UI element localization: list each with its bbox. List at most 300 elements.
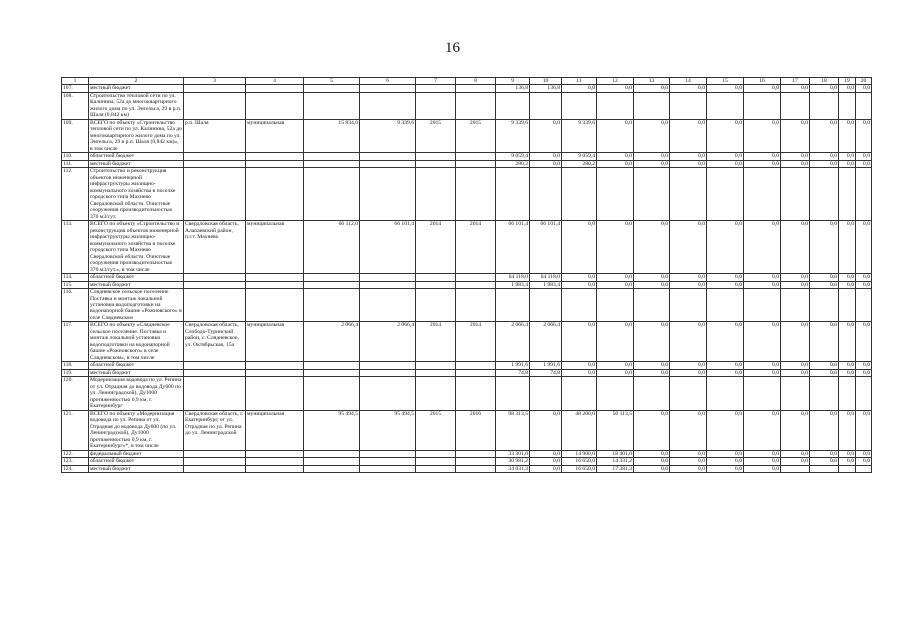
table-cell — [530, 289, 562, 322]
table-cell — [456, 289, 496, 322]
table-cell — [856, 92, 872, 119]
table-cell: 0,0 — [781, 221, 810, 274]
table-cell: 136,8 — [530, 85, 562, 92]
table-cell: муниципальная — [246, 322, 304, 362]
table-cell — [246, 92, 304, 119]
table-cell — [456, 160, 496, 167]
table-cell: 0,0 — [781, 322, 810, 362]
table-cell: 0,0 — [781, 153, 810, 160]
row-description: областной бюджет — [89, 153, 184, 160]
table-cell — [634, 92, 670, 119]
table-cell — [416, 377, 456, 410]
table-cell: 0,0 — [634, 281, 670, 288]
header-cell: 13 — [634, 78, 670, 85]
table-cell: 0,0 — [744, 450, 781, 457]
row-description: Строительство тепловой сети по ул. Калинина, 52а до многоквартирного жилого дома по ул. Энгельса, 29 в р.п. Шаля (0,842 км) — [89, 92, 184, 119]
table-cell — [184, 377, 246, 410]
table-row — [62, 160, 872, 167]
table-cell: 30 981,2 — [496, 458, 530, 465]
table-cell — [360, 362, 416, 369]
table-row — [62, 85, 872, 92]
table-cell: 0,0 — [707, 281, 744, 288]
table-cell: 0,0 — [856, 369, 872, 376]
row-number: 124. — [62, 465, 89, 472]
row-number: 109. — [62, 119, 89, 152]
table-cell — [360, 450, 416, 457]
table-cell: 0,0 — [634, 410, 670, 450]
table-cell — [246, 458, 304, 465]
table-cell — [360, 85, 416, 92]
table-cell: 0,0 — [839, 322, 856, 362]
table-cell: 0,0 — [562, 322, 597, 362]
table-cell — [456, 85, 496, 92]
table-cell — [360, 369, 416, 376]
table-cell — [184, 362, 246, 369]
table-cell — [416, 281, 456, 288]
table-row — [62, 221, 872, 274]
table-cell — [670, 92, 707, 119]
table-cell — [597, 289, 634, 322]
table-cell — [456, 362, 496, 369]
table-cell — [839, 377, 856, 410]
row-number: 115. — [62, 281, 89, 288]
table-cell — [246, 377, 304, 410]
table-cell: 0,0 — [744, 458, 781, 465]
header-cell: 2 — [89, 78, 184, 85]
header-cell: 11 — [562, 78, 597, 85]
table-cell — [184, 160, 246, 167]
table-cell: р.п. Шаля — [184, 119, 246, 152]
table-cell: 74,8 — [496, 369, 530, 376]
table-row — [62, 289, 872, 322]
table-cell: 95 494,5 — [360, 410, 416, 450]
table-cell — [597, 92, 634, 119]
table-cell: 0,0 — [634, 369, 670, 376]
header-cell: 6 — [360, 78, 416, 85]
table-cell — [184, 450, 246, 457]
table-cell: 0,0 — [744, 119, 781, 152]
table-cell — [670, 168, 707, 221]
table-cell — [810, 168, 839, 221]
header-cell: 18 — [810, 78, 839, 85]
table-cell: 0,0 — [744, 221, 781, 274]
table-cell — [304, 289, 360, 322]
table-cell: 2 066,4 — [496, 322, 530, 362]
table-cell: 0,0 — [597, 85, 634, 92]
table-cell: 0,0 — [707, 362, 744, 369]
table-cell — [246, 85, 304, 92]
table-cell: 66 112,0 — [304, 221, 360, 274]
table-cell: 1 991,6 — [530, 362, 562, 369]
table-cell: 0,0 — [856, 322, 872, 362]
table-cell: 0,0 — [670, 410, 707, 450]
table-cell — [781, 289, 810, 322]
table-row — [62, 153, 872, 160]
table-cell: 0,0 — [670, 85, 707, 92]
table-cell: 2015 — [456, 119, 496, 152]
table-cell — [360, 92, 416, 119]
table-cell: 33 301,0 — [496, 450, 530, 457]
table-cell — [416, 168, 456, 221]
table-cell: 0,0 — [562, 369, 597, 376]
table-cell: 0,0 — [839, 153, 856, 160]
table-cell: 0,0 — [670, 221, 707, 274]
table-cell: 2014 — [456, 221, 496, 274]
table-cell: 0,0 — [856, 450, 872, 457]
table-cell: 0,0 — [707, 458, 744, 465]
table-cell — [304, 465, 360, 472]
table-row — [62, 322, 872, 362]
table-cell: 0,0 — [597, 281, 634, 288]
row-description: местный бюджет — [89, 281, 184, 288]
table-cell — [810, 377, 839, 410]
table-cell: 66 101,4 — [360, 221, 416, 274]
table-cell: 0,0 — [856, 153, 872, 160]
table-cell — [184, 85, 246, 92]
table-cell: 0,0 — [781, 369, 810, 376]
table-cell: 0,0 — [744, 160, 781, 167]
table-cell — [360, 281, 416, 288]
table-cell — [360, 465, 416, 472]
table-cell — [246, 281, 304, 288]
table-cell: 15 834,0 — [304, 119, 360, 152]
table-cell: 0,0 — [670, 274, 707, 281]
header-row — [62, 78, 872, 85]
table-cell: 14 900,0 — [562, 450, 597, 457]
table-cell: 0,0 — [810, 160, 839, 167]
table-cell — [781, 377, 810, 410]
row-number: 112. — [62, 168, 89, 221]
table-cell — [304, 458, 360, 465]
table-cell: муниципальная — [246, 119, 304, 152]
row-description: местный бюджет — [89, 465, 184, 472]
table-cell — [246, 369, 304, 376]
table-cell: 0,0 — [781, 410, 810, 450]
table-cell: 0,0 — [530, 119, 562, 152]
table-cell — [304, 274, 360, 281]
table-cell: 0,0 — [670, 281, 707, 288]
table-cell: Свердловская область, Слободо-Туринский район, с. Слядневское, ул. Октябрьская, 15а — [184, 322, 246, 362]
table-cell — [707, 289, 744, 322]
table-cell: 2 066,4 — [530, 322, 562, 362]
table-cell: 0,0 — [597, 362, 634, 369]
table-cell — [597, 168, 634, 221]
table-cell: 0,0 — [597, 119, 634, 152]
table-cell: 0,0 — [856, 274, 872, 281]
table-cell: 0,0 — [530, 450, 562, 457]
table-cell: 1 991,6 — [496, 362, 530, 369]
table-cell: 17 381,3 — [597, 465, 634, 472]
table-cell: 0,0 — [839, 369, 856, 376]
table-cell: муниципальная — [246, 221, 304, 274]
table-cell: 0,0 — [810, 85, 839, 92]
header-cell: 1 — [62, 78, 89, 85]
table-cell: 0,0 — [856, 458, 872, 465]
table-cell — [184, 274, 246, 281]
table-cell — [810, 465, 839, 472]
table-cell: 0,0 — [781, 450, 810, 457]
row-description: ВСЕГО по объекту «Строительство и реконструкция объектов инженерной инфраструктуры жилищно-коммунального хозяйства в поселке городского типа Махнево Свердловской области. Очистные сооружения производительностью 370 м3/сут.», в том числе — [89, 221, 184, 274]
table-cell — [707, 92, 744, 119]
table-cell: 66 101,4 — [530, 221, 562, 274]
table-cell — [304, 281, 360, 288]
table-cell: 0,0 — [781, 281, 810, 288]
row-number: 107. — [62, 85, 89, 92]
row-description: ВСЕГО по объекту «Строительство тепловой сети по ул. Калинина, 52а до многоквартирного жилого дома по ул. Энгельса, 29 в р.п. Шаля (0,842 км)», в том числе — [90, 119, 182, 152]
table-cell: 0,0 — [839, 85, 856, 92]
table-cell: 0,0 — [839, 160, 856, 167]
header-cell: 3 — [184, 78, 246, 85]
row-number: 117. — [62, 322, 89, 362]
table-cell — [670, 377, 707, 410]
row-number: 111. — [62, 160, 89, 167]
table-cell — [184, 92, 246, 119]
table-cell: 0,0 — [634, 274, 670, 281]
table-cell: 0,0 — [856, 221, 872, 274]
table-cell — [184, 153, 246, 160]
table-cell: 9 339,6 — [360, 119, 416, 152]
table-cell: 0,0 — [839, 450, 856, 457]
table-cell — [856, 465, 872, 472]
table-cell — [839, 289, 856, 322]
table-cell: 16 650,0 — [562, 465, 597, 472]
table-cell — [246, 289, 304, 322]
table-cell: 0,0 — [670, 153, 707, 160]
table-cell — [246, 160, 304, 167]
table-cell — [416, 274, 456, 281]
table-cell — [184, 281, 246, 288]
table-cell — [496, 168, 530, 221]
table-cell — [304, 168, 360, 221]
table-cell — [562, 92, 597, 119]
table-cell — [304, 92, 360, 119]
table-cell — [744, 168, 781, 221]
table-cell: 0,0 — [634, 221, 670, 274]
header-cell: 16 — [744, 78, 781, 85]
table-cell — [856, 168, 872, 221]
table-cell: 0,0 — [707, 465, 744, 472]
table-cell — [839, 168, 856, 221]
table-cell — [304, 85, 360, 92]
table-cell: 0,0 — [670, 369, 707, 376]
table-cell — [781, 465, 810, 472]
table-cell: 0,0 — [634, 465, 670, 472]
table-cell: 0,0 — [707, 450, 744, 457]
table-cell — [781, 92, 810, 119]
table-row — [62, 458, 872, 465]
table-cell — [456, 281, 496, 288]
table-cell: 0,0 — [707, 322, 744, 362]
table-cell — [304, 369, 360, 376]
header-cell: 20 — [856, 78, 872, 85]
table-cell: 0,0 — [562, 274, 597, 281]
table-cell: 0,0 — [810, 450, 839, 457]
row-description: местный бюджет — [89, 85, 184, 92]
table-cell — [360, 160, 416, 167]
table-cell: 0,0 — [781, 85, 810, 92]
row-number: 119. — [62, 369, 89, 376]
table-cell: 0,0 — [670, 450, 707, 457]
table-cell: 18 401,0 — [597, 450, 634, 457]
row-number: 120. — [62, 377, 89, 410]
table-row — [62, 465, 872, 472]
budget-table — [61, 77, 872, 473]
table-cell — [416, 465, 456, 472]
table-cell — [184, 369, 246, 376]
table-cell — [496, 377, 530, 410]
table-cell: Свердловская область, г. Екатеринбург, от ул. Отрадная по ул. Репина до ул. Ленинградской — [184, 410, 246, 450]
table-cell: 0,0 — [781, 458, 810, 465]
table-cell: 98 313,5 — [496, 410, 530, 450]
table-cell: 0,0 — [810, 221, 839, 274]
table-cell: 2015 — [416, 119, 456, 152]
table-cell: 2014 — [416, 322, 456, 362]
table-cell — [304, 160, 360, 167]
table-cell — [184, 465, 246, 472]
table-cell: 0,0 — [634, 322, 670, 362]
table-cell — [456, 458, 496, 465]
table-cell — [416, 160, 456, 167]
table-cell — [496, 289, 530, 322]
table-cell: 0,0 — [839, 281, 856, 288]
table-cell: 9 059,4 — [496, 153, 530, 160]
table-cell: 0,0 — [839, 458, 856, 465]
table-cell — [707, 377, 744, 410]
table-cell — [304, 153, 360, 160]
table-cell: 0,0 — [634, 85, 670, 92]
table-cell: 0,0 — [707, 274, 744, 281]
table-cell: 50 113,5 — [597, 410, 634, 450]
row-number: 123. — [62, 458, 89, 465]
table-cell — [839, 92, 856, 119]
row-description: Слядневское сельское поселение Поставка и монтаж локальной установки водоподготовки на водонапорной башне «Рожновского» в селе Слядневском — [90, 289, 182, 321]
table-cell: 0,0 — [530, 458, 562, 465]
table-cell — [562, 168, 597, 221]
table-cell: 0,0 — [670, 160, 707, 167]
table-cell — [416, 450, 456, 457]
table-cell: 0,0 — [781, 362, 810, 369]
table-cell: муниципальная — [246, 410, 304, 450]
table-cell: 2015 — [416, 410, 456, 450]
header-cell: 7 — [416, 78, 456, 85]
table-cell: 9 339,6 — [496, 119, 530, 152]
table-cell: 0,0 — [781, 160, 810, 167]
header-cell: 5 — [304, 78, 360, 85]
header-cell: 19 — [839, 78, 856, 85]
table-cell: 14 331,2 — [597, 458, 634, 465]
table-cell: 9 059,4 — [562, 153, 597, 160]
table-cell: 0,0 — [670, 458, 707, 465]
table-cell: 0,0 — [856, 160, 872, 167]
table-cell — [456, 168, 496, 221]
table-cell — [456, 465, 496, 472]
table-cell: 0,0 — [634, 458, 670, 465]
table-cell — [530, 377, 562, 410]
table-cell — [246, 274, 304, 281]
row-description: областной бюджет — [89, 362, 184, 369]
table-cell: 0,0 — [562, 362, 597, 369]
table-cell — [562, 377, 597, 410]
table-cell: 0,0 — [707, 160, 744, 167]
table-cell: 0,0 — [670, 322, 707, 362]
table-cell: 0,0 — [839, 410, 856, 450]
row-description: Модернизация водовода по ул. Репина от ул. Отрадная до водовода Ду600 по ул. Ленинградской), Ду1000 протяженностью 0,9 км, г. Екатеринбург — [89, 377, 184, 410]
table-cell: 0,0 — [530, 465, 562, 472]
table-cell — [856, 377, 872, 410]
header-cell: 9 — [496, 78, 530, 85]
table-cell: 0,0 — [634, 362, 670, 369]
table-cell — [707, 168, 744, 221]
table-cell: 0,0 — [597, 221, 634, 274]
table-cell — [744, 377, 781, 410]
table-cell: 0,0 — [810, 281, 839, 288]
table-cell: 0,0 — [744, 465, 781, 472]
table-row — [62, 168, 872, 221]
row-number: 118. — [62, 362, 89, 369]
table-cell: 0,0 — [562, 85, 597, 92]
table-cell: 0,0 — [810, 458, 839, 465]
table-cell: 0,0 — [670, 119, 707, 152]
table-cell: 0,0 — [562, 281, 597, 288]
row-description: областной бюджет — [89, 458, 184, 465]
table-cell: 48 200,0 — [562, 410, 597, 450]
row-description: ВСЕГО по объекту «Модернизация водовода по ул. Репина от ул. Отрадная до водовода Ду600 (по ул. Ленинградской), Ду1000 протяженностью 0,9 км, г. Екатеринбург»*, в том числе — [89, 410, 184, 450]
table-cell: Свердловская область, Алапаевский район, п.г.т. Махнево — [184, 221, 246, 274]
table-cell — [839, 465, 856, 472]
table-cell: 0,0 — [839, 119, 856, 152]
table-cell: 0,0 — [670, 465, 707, 472]
table-cell — [360, 289, 416, 322]
table-cell: 0,0 — [562, 221, 597, 274]
table-cell: 0,0 — [634, 119, 670, 152]
page-number: 16 — [445, 40, 460, 56]
table-cell: 0,0 — [810, 410, 839, 450]
table-cell: 0,0 — [839, 362, 856, 369]
header-cell: 4 — [246, 78, 304, 85]
table-cell — [456, 450, 496, 457]
table-row — [62, 274, 872, 281]
table-cell — [246, 450, 304, 457]
table-cell: 0,0 — [810, 322, 839, 362]
table-cell: 0,0 — [530, 410, 562, 450]
table-cell: 2016 — [456, 410, 496, 450]
table-cell: 0,0 — [856, 85, 872, 92]
table-row — [62, 377, 872, 410]
table-cell: 0,0 — [744, 369, 781, 376]
table-cell: 0,0 — [744, 281, 781, 288]
header-cell: 14 — [670, 78, 707, 85]
table-cell: 0,0 — [530, 153, 562, 160]
table-cell: 0,0 — [744, 410, 781, 450]
table-cell — [456, 274, 496, 281]
table-cell: 0,0 — [856, 281, 872, 288]
table-cell — [246, 168, 304, 221]
table-cell: 0,0 — [856, 362, 872, 369]
table-cell — [634, 289, 670, 322]
table-cell: 0,0 — [597, 369, 634, 376]
table-cell — [416, 153, 456, 160]
table-cell — [456, 369, 496, 376]
table-row — [62, 281, 872, 288]
table-cell — [304, 377, 360, 410]
table-cell: 0,0 — [810, 119, 839, 152]
header-cell: 8 — [456, 78, 496, 85]
row-number: 121. — [62, 410, 89, 450]
table-cell — [304, 450, 360, 457]
row-number: 116. — [62, 289, 89, 322]
table-cell: 0,0 — [707, 119, 744, 152]
table-cell: 64 118,0 — [496, 274, 530, 281]
